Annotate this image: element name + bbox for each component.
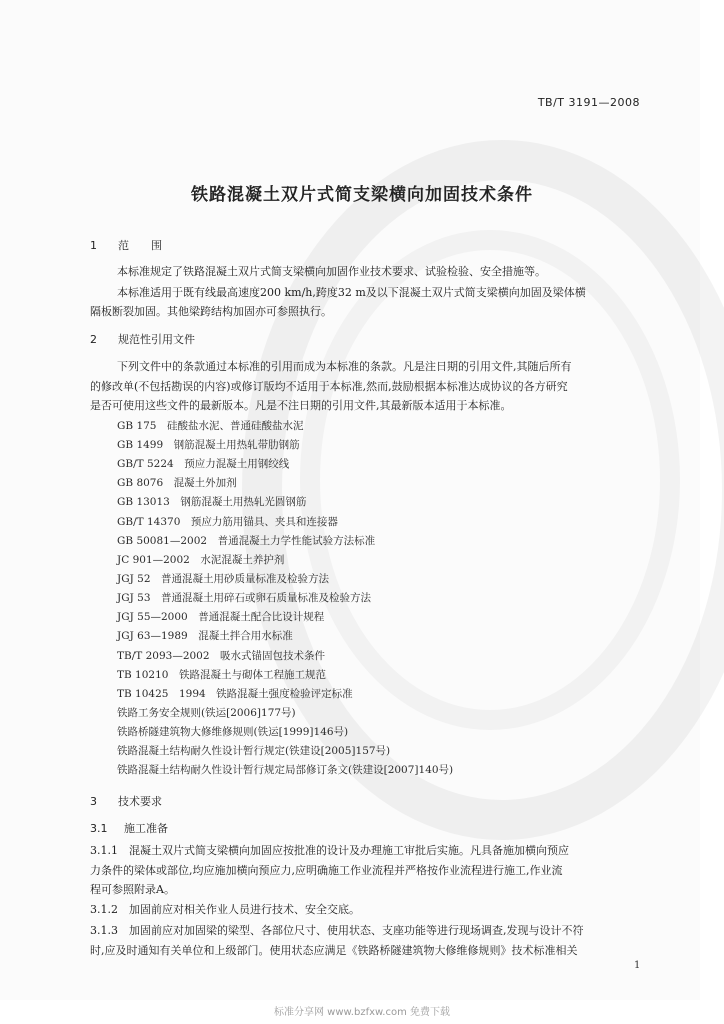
section-number: 2 (90, 333, 97, 346)
section-3-1-heading (90, 820, 168, 836)
section-number: 3.1 (90, 822, 108, 835)
section-number: 3 (90, 795, 97, 808)
document-title: 铁路混凝土双片式简支梁横向加固技术条件 (191, 185, 533, 205)
reference-item: GB/T 14370 预应力筋用锚具、夹具和连接器 (117, 516, 338, 528)
reference-item: TB 10425 1994 铁路混凝土强度检验评定标准 (117, 688, 353, 700)
scope-paragraph-2-line-1: 本标准适用于既有线最高速度200 km/h,跨度32 m及以下混凝土双片式简支梁横向加固及梁体横 (117, 286, 586, 299)
normative-intro-line-1: 下列文件中的条款通过本标准的引用而成为本标准的条款。凡是注日期的引用文件,其随后所有 (117, 360, 572, 373)
reference-item: GB 13013 钢筋混凝土用热轧光圆钢筋 (117, 496, 307, 508)
section-1-heading (90, 237, 162, 253)
reference-item: TB/T 2093—2002 吸水式锚固包技术条件 (117, 650, 326, 662)
reference-item: 铁路桥隧建筑物大修维修规则(铁运[1999]146号) (117, 726, 349, 738)
reference-item: GB 175 硅酸盐水泥、普通硅酸盐水泥 (117, 420, 304, 432)
reference-item: GB 50081—2002 普通混凝土力学性能试验方法标准 (117, 535, 376, 547)
section-title: 范 围 (118, 239, 162, 252)
normative-intro-line-3: 是否可使用这些文件的最新版本。凡是不注日期的引用文件,其最新版本适用于本标准。 (90, 399, 512, 412)
section-2-heading (90, 331, 195, 347)
clause-3-1-3-line-2: 时,应及时通知有关单位和上级部门。使用状态应满足《铁路桥隧建筑物大修维修规则》技术标准相关 (90, 944, 578, 957)
watermark-seal-inner (300, 230, 680, 730)
scope-paragraph-2-line-2: 隔板断裂加固。其他梁跨结构加固亦可参照执行。 (90, 305, 332, 318)
clause-3-1-3-line-1: 3.1.3 加固前应对加固梁的梁型、各部位尺寸、使用状态、支座功能等进行现场调查,发现与设计不符 (90, 924, 584, 937)
section-number: 1 (90, 239, 97, 252)
reference-item: GB/T 5224 预应力混凝土用钢绞线 (117, 458, 290, 470)
reference-item: JGJ 52 普通混凝土用砂质量标准及检验方法 (117, 573, 330, 585)
section-title: 规范性引用文件 (118, 333, 195, 346)
reference-item: JC 901—2002 水泥混凝土养护剂 (117, 554, 285, 566)
clause-3-1-1-line-2: 力条件的梁体或部位,均应施加横向预应力,应明确施工作业流程并严格按作业流程进行施工,作业流 (90, 864, 563, 877)
reference-item: 铁路混凝土结构耐久性设计暂行规定(铁建设[2005]157号) (117, 745, 391, 757)
section-3-heading (90, 793, 162, 809)
clause-3-1-1-line-3: 程可参照附录A。 (90, 883, 175, 896)
reference-item: GB 8076 混凝土外加剂 (117, 477, 237, 489)
reference-item: JGJ 63—1989 混凝土拌合用水标准 (117, 630, 293, 642)
reference-item: JGJ 55—2000 普通混凝土配合比设计规程 (117, 611, 325, 623)
section-title: 技术要求 (118, 795, 162, 808)
footer-watermark-text: 标准分享网 www.bzfxw.com 免费下载 (274, 1007, 450, 1018)
reference-item: 铁路工务安全规则(铁运[2006]177号) (117, 707, 296, 719)
reference-item: TB 10210 铁路混凝土与砌体工程施工规范 (117, 669, 326, 681)
standard-code: TB/T 3191—2008 (537, 96, 640, 109)
normative-intro-line-2: 的修改单(不包括勘误的内容)或修订版均不适用于本标准,然而,鼓励根据本标准达成协议的各方研究 (90, 380, 568, 393)
page-number: 1 (634, 960, 641, 971)
reference-item: JGJ 53 普通混凝土用碎石或卵石质量标准及检验方法 (117, 592, 372, 604)
scope-paragraph-1: 本标准规定了铁路混凝土双片式简支梁横向加固作业技术要求、试验检验、安全措施等。 (117, 265, 546, 278)
reference-item: 铁路混凝土结构耐久性设计暂行规定局部修订条文(铁建设[2007]140号) (117, 764, 454, 776)
clause-3-1-2: 3.1.2 加固前应对相关作业人员进行技术、安全交底。 (90, 903, 360, 916)
section-title: 施工准备 (124, 822, 168, 835)
clause-3-1-1-line-1: 3.1.1 混凝土双片式简支梁横向加固应按批准的设计及办理施工审批后实施。凡具备施加横向预应 (90, 844, 569, 857)
reference-item: GB 1499 钢筋混凝土用热轧带肋钢筋 (117, 439, 300, 451)
